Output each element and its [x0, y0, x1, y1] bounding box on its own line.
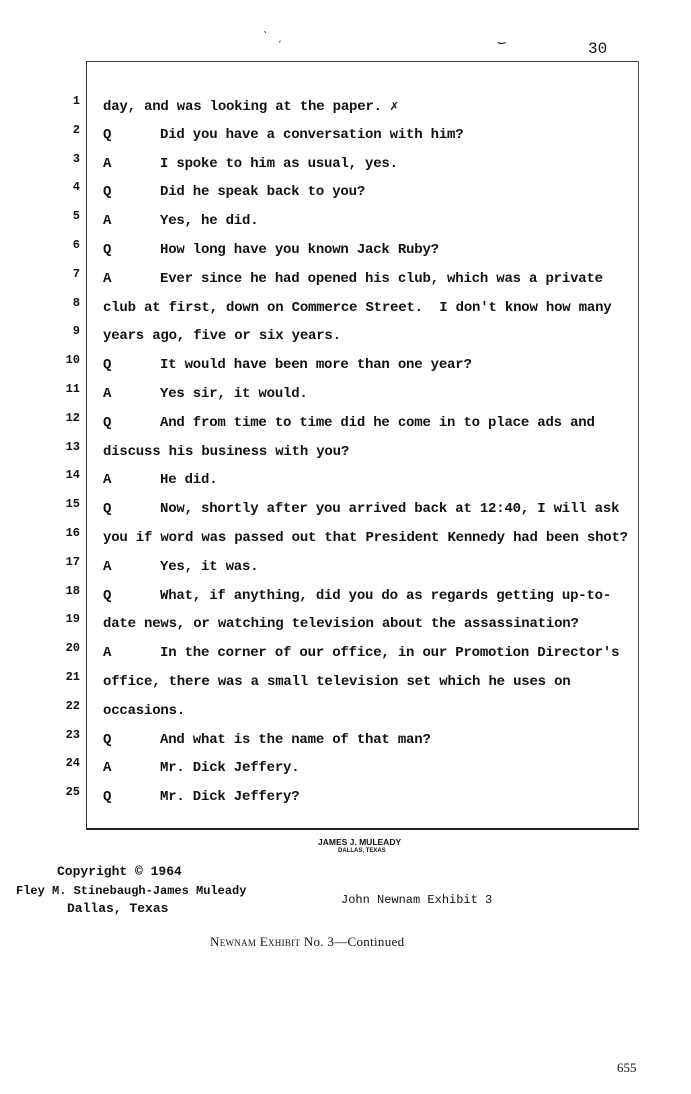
line-text: Yes, it was. — [160, 558, 259, 575]
line-text: day, and was looking at the paper. ✗ — [103, 99, 399, 115]
speaker-label: A — [103, 645, 112, 662]
transcript-line — [103, 472, 217, 488]
speaker-label: Q — [103, 789, 112, 806]
line-number: 3 — [72, 151, 80, 166]
transcript-line — [103, 501, 619, 517]
line-text: Did you have a conversation with him? — [160, 126, 464, 143]
transcript-line — [103, 530, 628, 546]
line-number: 22 — [65, 698, 80, 713]
line-number: 24 — [65, 756, 80, 771]
line-number: 20 — [65, 641, 80, 656]
line-number: 7 — [72, 266, 80, 281]
line-number: 4 — [72, 180, 80, 195]
line-number: 8 — [72, 295, 80, 310]
stray-mark: ‿ — [498, 31, 506, 45]
line-text: occasions. — [103, 702, 186, 719]
speaker-label: Q — [103, 414, 112, 431]
line-text: In the corner of our office, in our Promotion Director's — [160, 645, 620, 662]
speaker-label: A — [103, 760, 112, 777]
transcript-line — [103, 588, 611, 604]
copyright-line: Copyright © 1964 — [57, 864, 182, 879]
line-number: 5 — [72, 209, 80, 224]
transcript-line — [103, 328, 341, 344]
transcript-line — [103, 444, 349, 460]
line-number: 14 — [65, 468, 80, 483]
exhibit-label: John Newnam Exhibit 3 — [341, 893, 493, 907]
line-text: He did. — [160, 472, 218, 489]
copyright-city: Dallas, Texas — [67, 901, 169, 916]
transcript-line — [103, 645, 619, 661]
transcript-line — [103, 156, 398, 172]
reporter-name: JAMES J. MULEADY — [318, 837, 402, 847]
line-number: 17 — [65, 554, 80, 569]
transcript-line — [103, 184, 365, 200]
line-text: Mr. Dick Jeffery? — [160, 789, 300, 806]
speaker-label: Q — [103, 184, 112, 201]
line-text: date news, or watching television about the assassination? — [103, 616, 579, 633]
speaker-label: A — [103, 213, 112, 230]
speaker-label: Q — [103, 126, 112, 143]
speaker-label: A — [103, 558, 112, 575]
transcript-line — [103, 242, 439, 258]
line-text: years ago, five or six years. — [103, 328, 341, 345]
line-number: 18 — [65, 583, 80, 598]
line-number: 9 — [72, 324, 80, 339]
line-text: discuss his business with you? — [103, 443, 350, 460]
line-number: 2 — [72, 122, 80, 137]
line-number: 19 — [65, 612, 80, 627]
transcript-line — [103, 760, 299, 776]
speaker-label: Q — [103, 731, 112, 748]
speaker-label: Q — [103, 587, 112, 604]
line-text: Now, shortly after you arrived back at 12:40, I will ask — [160, 501, 620, 518]
line-text: Ever since he had opened his club, which was a private — [160, 270, 603, 287]
transcript-line — [103, 127, 463, 143]
transcript-line — [103, 415, 595, 431]
transcript-line — [103, 703, 185, 719]
transcript-line — [103, 789, 299, 805]
speaker-label: Q — [103, 501, 112, 518]
line-text: office, there was a small television set which he uses on — [103, 674, 571, 690]
line-number: 15 — [65, 497, 80, 512]
speaker-label: A — [103, 386, 112, 402]
line-text: Yes, he did. — [160, 213, 259, 230]
speaker-label: A — [103, 270, 112, 287]
line-text: And from time to time did he come in to place ads and — [160, 414, 595, 431]
stray-mark: ˋ ˏ — [262, 30, 284, 44]
line-text: Yes sir, it would. — [160, 386, 308, 402]
transcript-line — [103, 674, 570, 690]
transcript-line — [103, 213, 258, 229]
line-text: you if word was passed out that President Kennedy had been shot? — [103, 530, 628, 546]
line-number: 13 — [65, 439, 80, 454]
exhibit-continued — [210, 934, 404, 950]
footer-page-number: 655 — [617, 1060, 637, 1075]
line-number: 6 — [72, 238, 80, 252]
line-number: 25 — [65, 785, 80, 800]
line-number: 16 — [65, 526, 80, 540]
speaker-label: A — [103, 155, 112, 172]
line-number: 11 — [65, 382, 80, 396]
transcript-line — [103, 271, 603, 287]
line-number: 10 — [65, 353, 80, 368]
transcript-line — [103, 386, 308, 402]
reporter-city: DALLAS, TEXAS — [338, 848, 386, 854]
line-text: What, if anything, did you do as regards getting up-to- — [160, 587, 612, 604]
line-number: 1 — [72, 94, 80, 108]
line-text: club at first, down on Commerce Street. I don't know how many — [103, 299, 612, 316]
transcript-line — [103, 616, 579, 632]
transcript-page-number: 30 — [588, 40, 608, 58]
line-number: 21 — [65, 670, 80, 684]
exhibit-name: Newnam Exhibit — [210, 934, 301, 949]
line-text: I spoke to him as usual, yes. — [160, 155, 398, 172]
transcript-line — [103, 300, 612, 316]
transcript-line — [103, 98, 398, 115]
line-text: How long have you known Jack Ruby? — [160, 242, 439, 258]
line-number: 12 — [65, 410, 80, 425]
transcript-line — [103, 559, 258, 575]
transcript-line — [103, 732, 431, 748]
copyright-holders: Fley M. Stinebaugh-James Muleady — [16, 884, 247, 898]
speaker-label: Q — [103, 357, 112, 374]
exhibit-number: No. 3—Continued — [303, 934, 405, 949]
line-text: And what is the name of that man? — [160, 731, 431, 748]
line-text: Mr. Dick Jeffery. — [160, 760, 300, 777]
transcript-line — [103, 357, 472, 373]
speaker-label: A — [103, 472, 112, 489]
line-text: Did he speak back to you? — [160, 184, 366, 201]
line-number: 23 — [65, 727, 80, 742]
line-text: It would have been more than one year? — [160, 357, 472, 374]
speaker-label: Q — [103, 242, 112, 258]
